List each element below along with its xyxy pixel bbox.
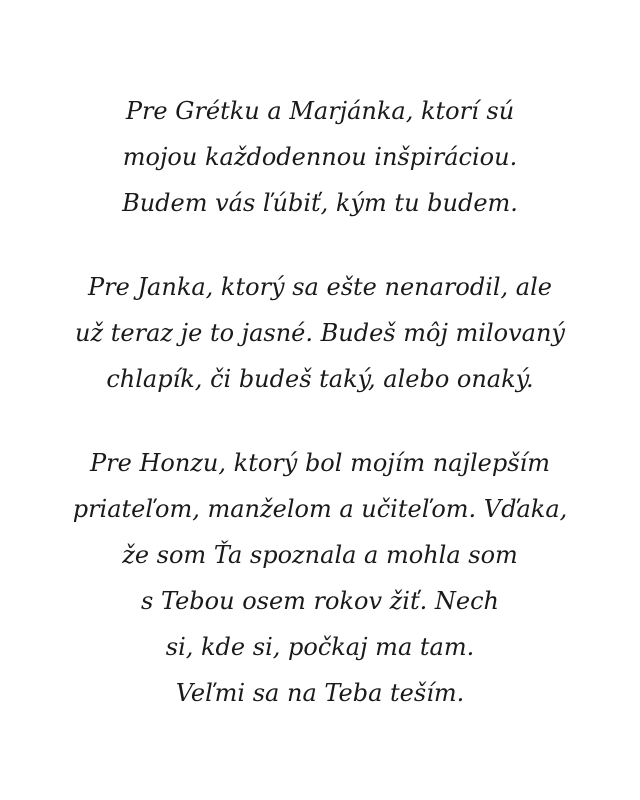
dedication-line: chlapík, či budeš taký, alebo onaký. bbox=[106, 365, 534, 393]
dedication-line: Budem vás ľúbiť, kým tu budem. bbox=[122, 189, 518, 217]
dedication-line: priateľom, manželom a učiteľom. Vďaka, bbox=[72, 495, 568, 523]
dedication-line: že som Ťa spoznala a mohla som bbox=[122, 541, 518, 569]
dedication-line: Veľmi sa na Teba teším. bbox=[175, 679, 465, 707]
dedication-paragraph-janko bbox=[0, 264, 640, 402]
dedication-paragraph-gretka-marjanko bbox=[0, 88, 640, 226]
dedication-line: Pre Grétku a Marjánka, ktorí sú bbox=[125, 97, 515, 125]
dedication-paragraph-honza bbox=[0, 440, 640, 716]
dedication-line: už teraz je to jasné. Budeš môj milovaný bbox=[75, 319, 565, 347]
dedication-line: s Tebou osem rokov žiť. Nech bbox=[141, 587, 499, 615]
dedication-line: si, kde si, počkaj ma tam. bbox=[165, 633, 475, 661]
dedication-line: Pre Honzu, ktorý bol mojím najlepším bbox=[90, 449, 550, 477]
dedication-line: Pre Janka, ktorý sa ešte nenarodil, ale bbox=[87, 273, 552, 301]
dedication-line: mojou každodennou inšpiráciou. bbox=[122, 143, 518, 171]
dedication-text bbox=[0, 88, 640, 754]
